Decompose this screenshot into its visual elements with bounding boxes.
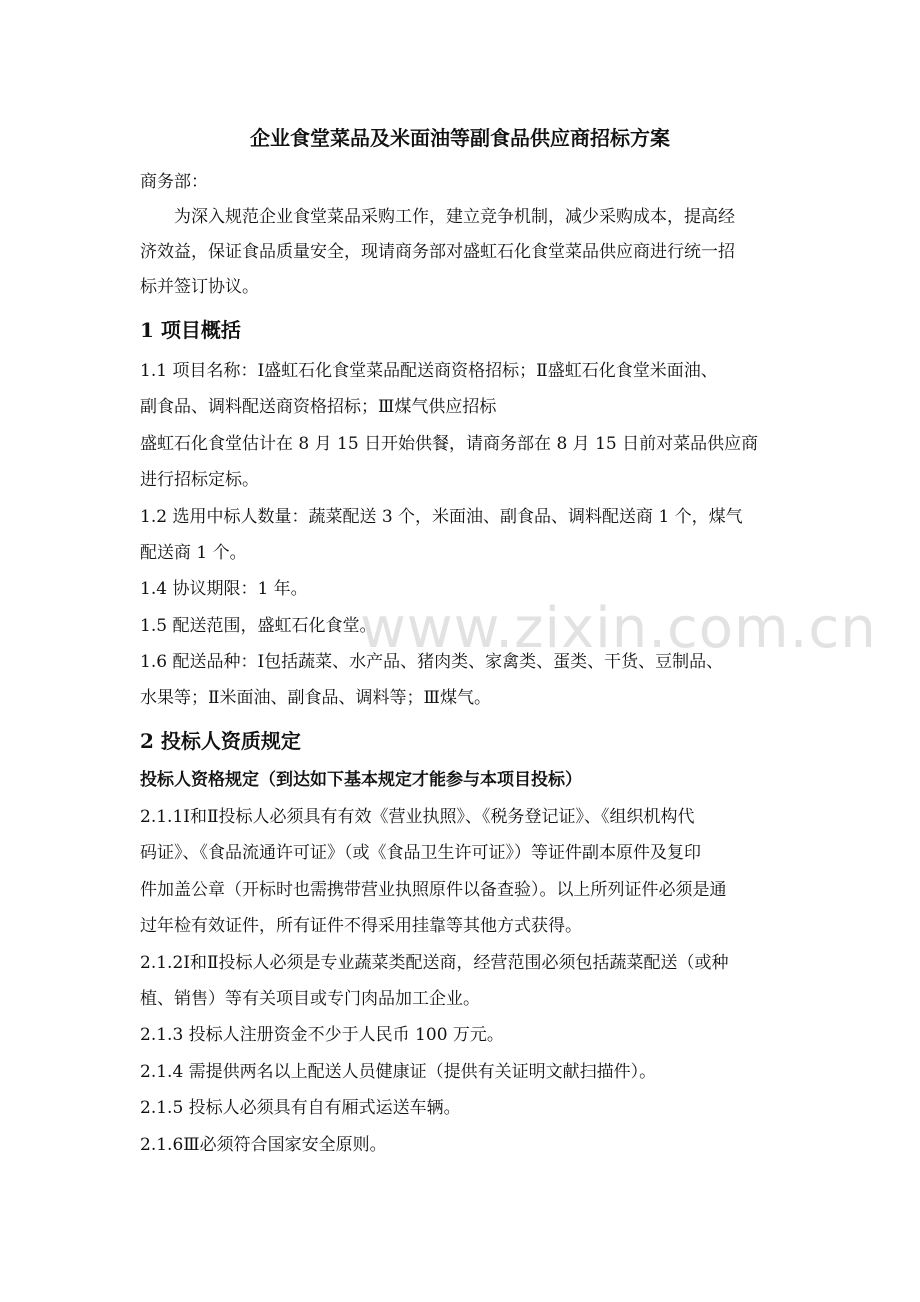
paragraph-line: 2.1.2Ⅰ和Ⅱ投标人必须是专业蔬菜类配送商，经营范围必须包括蔬菜配送（或种 xyxy=(140,953,729,973)
intro-line: 为深入规范企业食堂菜品采购工作，建立竞争机制，减少采购成本，提高经 xyxy=(174,207,735,227)
paragraph-line: 盛虹石化食堂估计在 8 月 15 日开始供餐，请商务部在 8 月 15 日前对菜品供应商 xyxy=(140,434,759,454)
paragraph-line: 1.1 项目名称：Ⅰ盛虹石化食堂菜品配送商资格招标；Ⅱ盛虹石化食堂米面油、 xyxy=(140,361,718,381)
paragraph-line: 水果等；Ⅱ米面油、副食品、调料等；Ⅲ煤气。 xyxy=(140,688,491,708)
paragraph-line: 2.1.1Ⅰ和Ⅱ投标人必须具有有效《营业执照》、《税务登记证》、《组织机构代 xyxy=(140,807,695,827)
paragraph-line: 植、销售）等有关项目或专门肉品加工企业。 xyxy=(140,989,480,1009)
paragraph-line: 2.1.4 需提供两名以上配送人员健康证（提供有关证明文献扫描件）。 xyxy=(140,1062,657,1082)
paragraph-line: 件加盖公章（开标时也需携带营业执照原件以备查验）。以上所列证件必须是通 xyxy=(140,880,727,900)
paragraph-line: 2.1.3 投标人注册资金不少于人民币 100 万元。 xyxy=(140,1025,504,1045)
paragraph-line: 码证》、《食品流通许可证》（或《食品卫生许可证》）等证件副本原件及复印 xyxy=(140,843,701,863)
document-title: 企业食堂菜品及米面油等副食品供应商招标方案 xyxy=(250,126,670,150)
watermark: www.zixin.com.cn xyxy=(360,596,877,661)
paragraph-line: 1.5 配送范围，盛虹石化食堂。 xyxy=(140,616,377,636)
section-heading: 2 投标人资质规定 xyxy=(140,729,301,753)
subsection-heading: 投标人资格规定（到达如下基本规定才能参与本项目投标） xyxy=(140,770,582,790)
intro-line: 济效益，保证食品质量安全，现请商务部对盛虹石化食堂菜品供应商进行统一招 xyxy=(140,242,735,262)
greeting: 商务部： xyxy=(140,172,208,192)
paragraph-line: 1.6 配送品种：Ⅰ包括蔬菜、水产品、猪肉类、家禽类、蛋类、干货、豆制品、 xyxy=(140,652,724,672)
paragraph-line: 副食品、调料配送商资格招标；Ⅲ煤气供应招标 xyxy=(140,397,497,417)
paragraph-line: 1.4 协议期限：1 年。 xyxy=(140,579,308,599)
intro-line: 标并签订协议。 xyxy=(140,277,259,297)
paragraph-line: 2.1.6Ⅲ必须符合国家安全原则。 xyxy=(140,1135,387,1155)
paragraph-line: 进行招标定标。 xyxy=(140,470,259,490)
paragraph-line: 过年检有效证件，所有证件不得采用挂靠等其他方式获得。 xyxy=(140,916,582,936)
paragraph-line: 2.1.5 投标人必须具有自有厢式运送车辆。 xyxy=(140,1098,461,1118)
paragraph-line: 1.2 选用中标人数量：蔬菜配送 3 个，米面油、副食品、调料配送商 1 个，煤气 xyxy=(140,507,743,527)
paragraph-line: 配送商 1 个。 xyxy=(140,543,247,563)
section-heading: 1 项目概括 xyxy=(140,318,241,342)
